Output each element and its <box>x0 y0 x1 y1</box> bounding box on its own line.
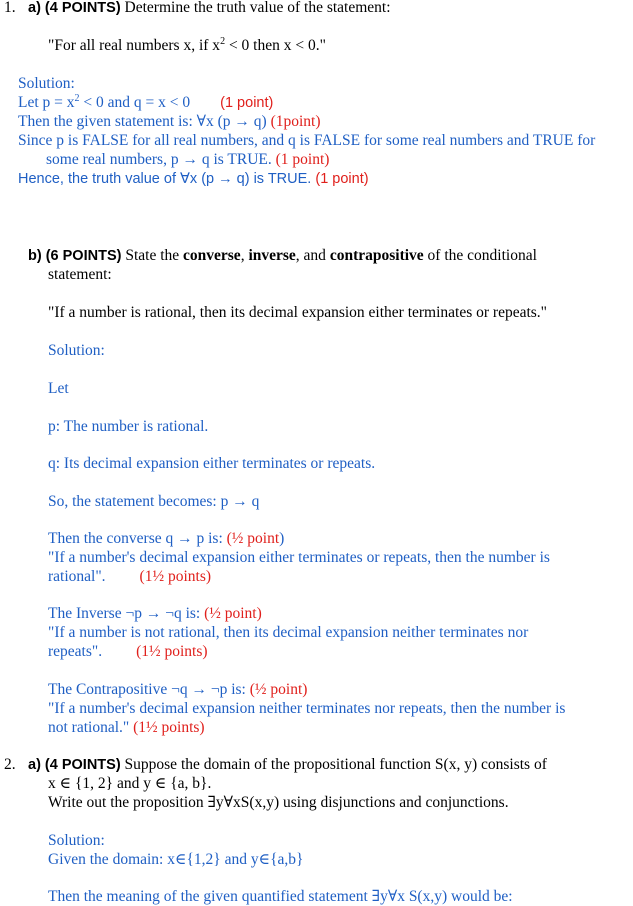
points-annotation: (1½ points) <box>139 568 212 585</box>
solution-line: Let <box>48 380 69 397</box>
question-prompt: a) (4 POINTS) Suppose the domain of the propositional function S(x, y) consists of <box>28 756 547 773</box>
contrapositive-intro: The Contrapositive ¬q → ¬p is: (½ point) <box>48 681 308 698</box>
solution-line: Since p is FALSE for all real numbers, and q is FALSE for some real numbers and TRUE for <box>18 132 596 149</box>
keyword: converse <box>183 247 241 264</box>
points-annotation: (1½ points) <box>136 643 208 660</box>
solution-line: p: The number is rational. <box>48 418 209 435</box>
converse-statement: "If a number's decimal expansion either terminates or repeats, then the number is <box>48 549 550 566</box>
solution-line: q: Its decimal expansion either terminates or repeats. <box>48 455 376 472</box>
points-annotation: (1½ points) <box>133 719 205 736</box>
points-annotation: (1 point) <box>275 151 330 168</box>
solution-line: Given the domain: x∈{1,2} and y∈{a,b} <box>48 851 304 868</box>
contrapositive-statement: "If a number's decimal expansion neither terminates nor repeats, then the number is <box>48 700 566 717</box>
inverse-intro: The Inverse ¬p → ¬q is: (½ point) <box>48 605 262 622</box>
statement-quote: "For all real numbers x, if $x^2 < 0$ then x < 0." <box>48 36 326 54</box>
solution-line: some real numbers, p → q is TRUE. (1 point) <box>46 151 330 168</box>
points-label: a) (4 POINTS) <box>28 757 121 773</box>
prompt-text: Determine the truth value of the statement: <box>124 0 391 16</box>
keyword: inverse <box>248 247 296 264</box>
inverse-statement: "If a number is not rational, then its decimal expansion neither terminates nor <box>48 624 529 641</box>
converse-intro: Then the converse q → p is: (½ point) <box>48 530 285 547</box>
solution-label: Solution: <box>48 342 105 359</box>
statement-quote: "If a number is rational, then its decimal expansion either terminates or repeats." <box>48 304 548 321</box>
keyword: contrapositive <box>329 247 424 264</box>
inverse-statement: repeats". (1½ points) <box>48 643 208 660</box>
points-annotation: (1 point) <box>315 171 369 187</box>
question-number: 1. <box>4 0 16 16</box>
points-annotation: (1 point) <box>220 95 274 111</box>
solution-line: So, the statement becomes: p → q <box>48 493 260 510</box>
question-prompt-continued: statement: <box>48 266 112 283</box>
points-annotation: (½ point) <box>249 681 308 698</box>
question-prompt-continued: x ∈ {1, 2} and y ∈ {a, b}. <box>48 775 212 792</box>
points-annotation: (½ point <box>226 530 280 547</box>
contrapositive-statement: not rational." (1½ points) <box>48 719 205 736</box>
solution-label: Solution: <box>48 832 105 849</box>
solution-conclusion: Hence, the truth value of ∀x (p → q) is TRUE. (1 point) <box>18 171 369 187</box>
question-prompt-continued: Write out the proposition ∃y∀xS(x,y) using disjunctions and conjunctions. <box>48 794 509 811</box>
solution-line: Then the given statement is: ∀x (p → q) (1point) <box>18 113 321 130</box>
solution-label: Solution: <box>18 75 75 92</box>
points-annotation: (1point) <box>270 113 321 130</box>
points-annotation: (½ point) <box>204 605 262 622</box>
converse-statement: rational". (1½ points) <box>48 568 212 585</box>
solution-line: Then the meaning of the given quantified statement ∃y∀x S(x,y) would be: <box>48 888 513 905</box>
question-prompt: b) (6 POINTS) State the converse, inverse, and contrapositive of the conditional <box>28 247 537 264</box>
solution-line: Let $p = x^2 < 0$ and q = x < 0 (1 point) <box>18 93 274 111</box>
question-prompt <box>28 0 391 18</box>
points-label: b) (6 POINTS) <box>28 248 122 264</box>
question-number: 2. <box>4 756 16 773</box>
points-label: a) (4 POINTS) <box>28 0 121 16</box>
